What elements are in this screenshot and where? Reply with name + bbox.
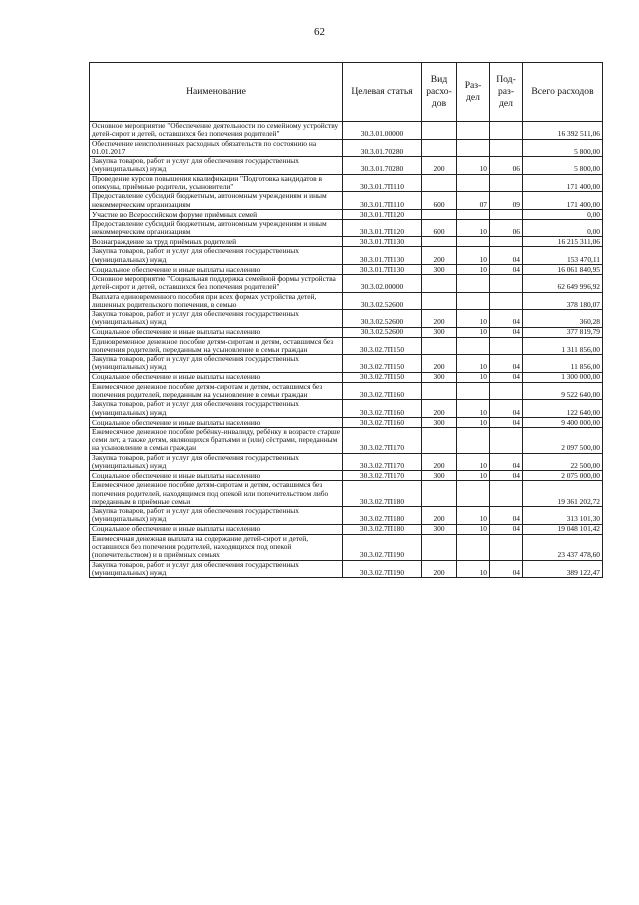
row-code: 30.3.01.7П110 [343, 192, 422, 210]
row-amount: 9 400 000,00 [523, 417, 603, 427]
row-section: 10 [457, 400, 490, 418]
row-amount: 5 800,00 [523, 139, 603, 157]
row-section [457, 122, 490, 140]
table-row [90, 122, 603, 140]
row-section: 10 [457, 560, 490, 578]
row-code: 30.3.02.7П180 [343, 481, 422, 507]
row-section [457, 274, 490, 292]
row-code: 30.3.01.7П110 [343, 174, 422, 192]
row-expense-type [422, 481, 457, 507]
page-number: 62 [314, 26, 325, 38]
row-subsection [490, 122, 523, 140]
row-name: Ежемесячное денежное пособие детям-сиротам и детям, оставшимся без попечения родителей, переданным на усыновление в семьи граждан [90, 382, 343, 400]
row-code: 30.3.02.52600 [343, 327, 422, 337]
row-code: 30.3.02.7П190 [343, 534, 422, 560]
row-amount: 5 800,00 [523, 157, 603, 175]
row-code: 30.3.02.52600 [343, 292, 422, 310]
row-expense-type [422, 534, 457, 560]
row-section: 10 [457, 453, 490, 471]
row-name: Социальное обеспечение и иные выплаты населению [90, 327, 343, 337]
row-subsection: 04 [490, 453, 523, 471]
row-name: Социальное обеспечение и иные выплаты населению [90, 264, 343, 274]
row-name: Ежемесячное денежное пособие ребёнку-инвалиду, ребёнку в возрасте старше семи лет, а также детям, являющихся братьями и (или) сёстрами, переданным на усыновление в семьи граждан [90, 427, 343, 453]
table-row [90, 337, 603, 355]
row-subsection: 04 [490, 400, 523, 418]
row-expense-type: 300 [422, 471, 457, 481]
header-vr: Вид расхо-дов [422, 63, 457, 122]
row-name: Закупка товаров, работ и услуг для обеспечения государственных (муниципальных) нужд [90, 247, 343, 265]
row-expense-type: 300 [422, 372, 457, 382]
row-expense-type: 200 [422, 157, 457, 175]
row-name: Предоставление субсидий бюджетным, автономным учреждениям и иным некоммерческим организациям [90, 192, 343, 210]
row-section [457, 292, 490, 310]
row-code: 30.3.01.70280 [343, 157, 422, 175]
table-row [90, 355, 603, 373]
table-row [90, 247, 603, 265]
row-expense-type [422, 427, 457, 453]
row-amount: 23 437 478,60 [523, 534, 603, 560]
row-amount: 153 470,11 [523, 247, 603, 265]
row-expense-type [422, 122, 457, 140]
row-amount: 9 522 640,00 [523, 382, 603, 400]
budget-table [89, 62, 603, 578]
row-name: Закупка товаров, работ и услуг для обеспечения государственных (муниципальных) нужд [90, 400, 343, 418]
row-code: 30.3.02.7П150 [343, 355, 422, 373]
row-subsection: 04 [490, 372, 523, 382]
row-expense-type: 200 [422, 507, 457, 525]
table-row [90, 157, 603, 175]
table-row [90, 327, 603, 337]
row-expense-type: 200 [422, 560, 457, 578]
row-subsection: 04 [490, 417, 523, 427]
row-amount: 62 649 996,92 [523, 274, 603, 292]
row-name: Основное мероприятие "Социальная поддержка семейной формы устройства детей-сирот и детей, оставшихся без попечения родителей" [90, 274, 343, 292]
row-code: 30.3.02.7П160 [343, 417, 422, 427]
row-subsection: 04 [490, 264, 523, 274]
row-section: 10 [457, 310, 490, 328]
row-expense-type: 300 [422, 264, 457, 274]
row-section: 10 [457, 372, 490, 382]
row-subsection: 04 [490, 327, 523, 337]
row-name: Социальное обеспечение и иные выплаты населению [90, 471, 343, 481]
row-subsection [490, 237, 523, 247]
row-code: 30.3.02.7П150 [343, 337, 422, 355]
row-name: Вознаграждение за труд приёмных родителей [90, 237, 343, 247]
header-rz: Раз-дел [457, 63, 490, 122]
row-section [457, 427, 490, 453]
row-name: Закупка товаров, работ и услуг для обеспечения государственных (муниципальных) нужд [90, 453, 343, 471]
row-subsection [490, 427, 523, 453]
row-name: Закупка товаров, работ и услуг для обеспечения государственных (муниципальных) нужд [90, 310, 343, 328]
row-amount: 16 215 311,06 [523, 237, 603, 247]
row-section: 10 [457, 264, 490, 274]
row-expense-type: 600 [422, 219, 457, 237]
row-amount: 171 400,00 [523, 174, 603, 192]
table-row [90, 237, 603, 247]
header-pr: Под-раз-дел [490, 63, 523, 122]
row-subsection: 04 [490, 524, 523, 534]
table-row [90, 382, 603, 400]
row-subsection [490, 481, 523, 507]
row-name: Предоставление субсидий бюджетным, автономным учреждениям и иным некоммерческим организациям [90, 219, 343, 237]
row-code: 30.3.02.7П180 [343, 524, 422, 534]
row-amount: 171 400,00 [523, 192, 603, 210]
row-code: 30.3.01.7П120 [343, 219, 422, 237]
row-name: Участие во Всероссийском форуме приёмных семей [90, 209, 343, 219]
row-code: 30.3.02.7П150 [343, 372, 422, 382]
row-expense-type: 300 [422, 327, 457, 337]
row-expense-type [422, 292, 457, 310]
row-expense-type [422, 274, 457, 292]
row-code: 30.3.01.00000 [343, 122, 422, 140]
row-subsection: 04 [490, 247, 523, 265]
row-subsection [490, 139, 523, 157]
table-row [90, 400, 603, 418]
table-row [90, 534, 603, 560]
row-amount: 389 122,47 [523, 560, 603, 578]
row-expense-type: 200 [422, 247, 457, 265]
table-row [90, 524, 603, 534]
table-row [90, 427, 603, 453]
row-amount: 0,00 [523, 219, 603, 237]
row-subsection [490, 174, 523, 192]
row-subsection [490, 274, 523, 292]
row-subsection [490, 209, 523, 219]
row-amount: 19 048 101,42 [523, 524, 603, 534]
table-row [90, 209, 603, 219]
table-row [90, 481, 603, 507]
row-subsection [490, 337, 523, 355]
row-section [457, 337, 490, 355]
table-row [90, 219, 603, 237]
row-amount: 313 101,30 [523, 507, 603, 525]
row-section: 10 [457, 507, 490, 525]
row-name: Проведение курсов повышения квалификации "Подготовка кандидатов в опекуны, приёмные родители, усыновители" [90, 174, 343, 192]
row-section: 10 [457, 524, 490, 534]
row-name: Закупка товаров, работ и услуг для обеспечения государственных (муниципальных) нужд [90, 507, 343, 525]
row-name: Социальное обеспечение и иные выплаты населению [90, 524, 343, 534]
row-expense-type: 200 [422, 400, 457, 418]
row-subsection: 04 [490, 471, 523, 481]
row-code: 30.3.02.7П170 [343, 453, 422, 471]
row-amount: 122 640,00 [523, 400, 603, 418]
row-expense-type [422, 337, 457, 355]
table-row [90, 417, 603, 427]
table-row [90, 274, 603, 292]
row-subsection [490, 292, 523, 310]
row-section: 07 [457, 192, 490, 210]
row-subsection: 09 [490, 192, 523, 210]
row-name: Выплата единовременного пособия при всех формах устройства детей, лишенных родительского попечения, в семью [90, 292, 343, 310]
table-row [90, 192, 603, 210]
row-subsection: 04 [490, 560, 523, 578]
row-expense-type [422, 139, 457, 157]
table-row [90, 139, 603, 157]
row-amount: 11 856,00 [523, 355, 603, 373]
row-expense-type: 200 [422, 453, 457, 471]
row-name: Основное мероприятие "Обеспечение деятельности по семейному устройству детей-сирот и детей, оставшихся без попечения родителей" [90, 122, 343, 140]
row-section: 10 [457, 157, 490, 175]
row-code: 30.3.02.7П160 [343, 382, 422, 400]
row-code: 30.3.01.7П130 [343, 237, 422, 247]
row-section [457, 534, 490, 560]
row-amount: 378 180,07 [523, 292, 603, 310]
table-row [90, 560, 603, 578]
row-subsection: 06 [490, 219, 523, 237]
header-amount: Всего расходов [523, 63, 603, 122]
row-section: 10 [457, 247, 490, 265]
row-amount: 1 300 000,00 [523, 372, 603, 382]
header-code: Целевая статья [343, 63, 422, 122]
table-row [90, 174, 603, 192]
table-header-row [90, 63, 603, 122]
row-code: 30.3.02.7П170 [343, 427, 422, 453]
row-expense-type: 200 [422, 310, 457, 328]
row-section [457, 174, 490, 192]
table-row [90, 292, 603, 310]
row-section [457, 139, 490, 157]
row-code: 30.3.02.7П160 [343, 400, 422, 418]
row-section [457, 382, 490, 400]
row-subsection: 04 [490, 355, 523, 373]
row-section [457, 481, 490, 507]
header-name: Наименование [90, 63, 343, 122]
row-section: 10 [457, 355, 490, 373]
row-expense-type: 300 [422, 417, 457, 427]
row-amount: 2 075 000,00 [523, 471, 603, 481]
row-code: 30.3.01.70280 [343, 139, 422, 157]
row-amount: 0,00 [523, 209, 603, 219]
row-expense-type [422, 174, 457, 192]
row-name: Ежемесячная денежная выплата на содержание детей-сирот и детей, оставшихся без попечения родителей, находящихся под опекой (попечительством) и в приёмных семьях [90, 534, 343, 560]
table-row [90, 507, 603, 525]
row-name: Обеспечение неисполненных расходных обязательств по состоянию на 01.01.2017 [90, 139, 343, 157]
row-amount: 377 819,79 [523, 327, 603, 337]
table-row [90, 453, 603, 471]
table-row [90, 372, 603, 382]
row-subsection: 04 [490, 310, 523, 328]
row-amount: 2 097 500,00 [523, 427, 603, 453]
row-name: Социальное обеспечение и иные выплаты населению [90, 372, 343, 382]
row-code: 30.3.01.7П130 [343, 264, 422, 274]
row-code: 30.3.02.7П180 [343, 507, 422, 525]
row-expense-type [422, 237, 457, 247]
table-row [90, 264, 603, 274]
row-name: Закупка товаров, работ и услуг для обеспечения государственных (муниципальных) нужд [90, 157, 343, 175]
row-amount: 360,28 [523, 310, 603, 328]
table-row [90, 471, 603, 481]
row-section: 10 [457, 219, 490, 237]
row-name: Закупка товаров, работ и услуг для обеспечения государственных (муниципальных) нужд [90, 560, 343, 578]
row-section [457, 237, 490, 247]
row-amount: 16 061 840,95 [523, 264, 603, 274]
row-expense-type [422, 209, 457, 219]
row-subsection: 06 [490, 157, 523, 175]
table-row [90, 310, 603, 328]
row-code: 30.3.02.52600 [343, 310, 422, 328]
row-subsection [490, 382, 523, 400]
row-amount: 1 311 856,00 [523, 337, 603, 355]
row-amount: 22 500,00 [523, 453, 603, 471]
row-section: 10 [457, 327, 490, 337]
row-subsection: 04 [490, 507, 523, 525]
row-code: 30.3.01.7П130 [343, 247, 422, 265]
row-amount: 19 361 202,72 [523, 481, 603, 507]
row-name: Социальное обеспечение и иные выплаты населению [90, 417, 343, 427]
row-section: 10 [457, 471, 490, 481]
row-subsection [490, 534, 523, 560]
row-amount: 16 392 511,06 [523, 122, 603, 140]
row-name: Закупка товаров, работ и услуг для обеспечения государственных (муниципальных) нужд [90, 355, 343, 373]
row-name: Ежемесячное денежное пособие детям-сиротам и детям, оставшимся без попечения родителей, находящимся под опекой или попечительством либо переданным в приёмные семьи [90, 481, 343, 507]
row-section [457, 209, 490, 219]
row-code: 30.3.01.7П120 [343, 209, 422, 219]
row-section: 10 [457, 417, 490, 427]
row-expense-type: 600 [422, 192, 457, 210]
row-expense-type [422, 382, 457, 400]
row-expense-type: 200 [422, 355, 457, 373]
row-name: Единовременное денежное пособие детям-сиротам и детям, оставшимся без попечения родителей, переданным на усыновление в семьи граждан [90, 337, 343, 355]
row-code: 30.3.02.7П190 [343, 560, 422, 578]
row-code: 30.3.02.00000 [343, 274, 422, 292]
row-expense-type: 300 [422, 524, 457, 534]
row-code: 30.3.02.7П170 [343, 471, 422, 481]
